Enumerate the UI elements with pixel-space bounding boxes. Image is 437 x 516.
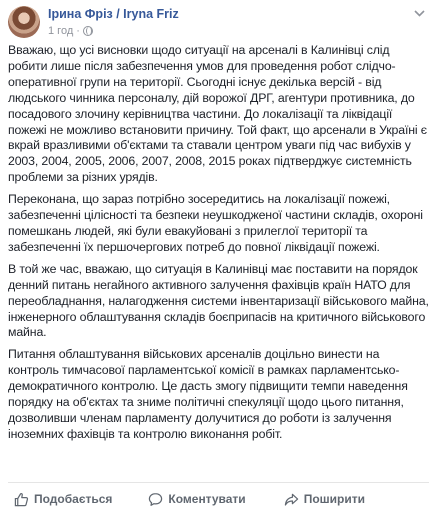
actions-divider — [8, 482, 429, 483]
share-arrow-icon — [284, 492, 299, 507]
avatar[interactable] — [8, 6, 40, 38]
like-label: Подобається — [34, 492, 113, 506]
post-paragraph: Вважаю, що усі висновки щодо ситуації на арсеналі в Калинівці слід робити лише після забезпечення умов для проведення робот слідчо-оперативної групи на території. Сьогодні існує декілька версій - від людського чинника персоналу, дій ворожої ДРГ, агентури противника, до посадового злочину керівництва частини. До локалізації та ліквідації пожежі не можливо встановити причину. Той факт, що арсенали в Україні є вкрай вразливими об'єктами та ставали центром уваги під час вибухів у 2003, 2004, 2005, 2006, 2007, 2008, 2015 роках підтверджує системність проблеми за різних урядів. — [8, 43, 427, 185]
post-paragraph: Переконана, що зараз потрібно зосередитись на локалізації пожежі, забезпеченні цілісності та безпеки неушкодженої частини складів, охороні помешкань людей, які були евакуйовані з прилеглої території та забезпеченні їх першочергових потреб до повної ліквідації пожежі. — [8, 192, 423, 254]
post-meta — [48, 25, 93, 37]
separator-dot: · — [76, 25, 80, 37]
chevron-down-icon[interactable] — [411, 6, 427, 20]
post-paragraph: В той же час, вважаю, що ситуація в Калинівці має поставити на порядок денний питань негайного активного залучення фахівців країн НАТО для переобладнання, налагодження системи інвентаризації військового майна, інженерного облаштування складів боєприпасів на критичного військового майна. — [8, 261, 429, 340]
comment-label: Коментувати — [168, 492, 246, 506]
author-name[interactable]: Ірина Фріз / Iryna Friz — [48, 7, 179, 21]
comment-button[interactable] — [148, 492, 245, 507]
post-body — [8, 43, 429, 451]
post-actions — [8, 488, 429, 510]
share-button[interactable] — [284, 492, 365, 507]
share-label: Поширити — [303, 492, 365, 506]
post-paragraph: Питання облаштування військових арсеналів доцільно винести на контроль тимчасової парламентської комісії в рамках парламентсько-демократичного контролю. Це дасть змогу підвищити темпи наведення порядку на об'єктах та зниме політичні спекуляції щодо цього питання, дозволивши членам парламенту долучитися до роботи із залучення іноземних фахівців та контролю виконання робіт. — [8, 347, 408, 441]
thumbs-up-icon — [14, 492, 29, 507]
post-time[interactable]: 1 год — [48, 25, 74, 37]
post-header — [8, 6, 429, 40]
like-button[interactable] — [14, 492, 112, 507]
globe-icon[interactable] — [83, 26, 93, 36]
comment-bubble-icon — [148, 492, 163, 507]
